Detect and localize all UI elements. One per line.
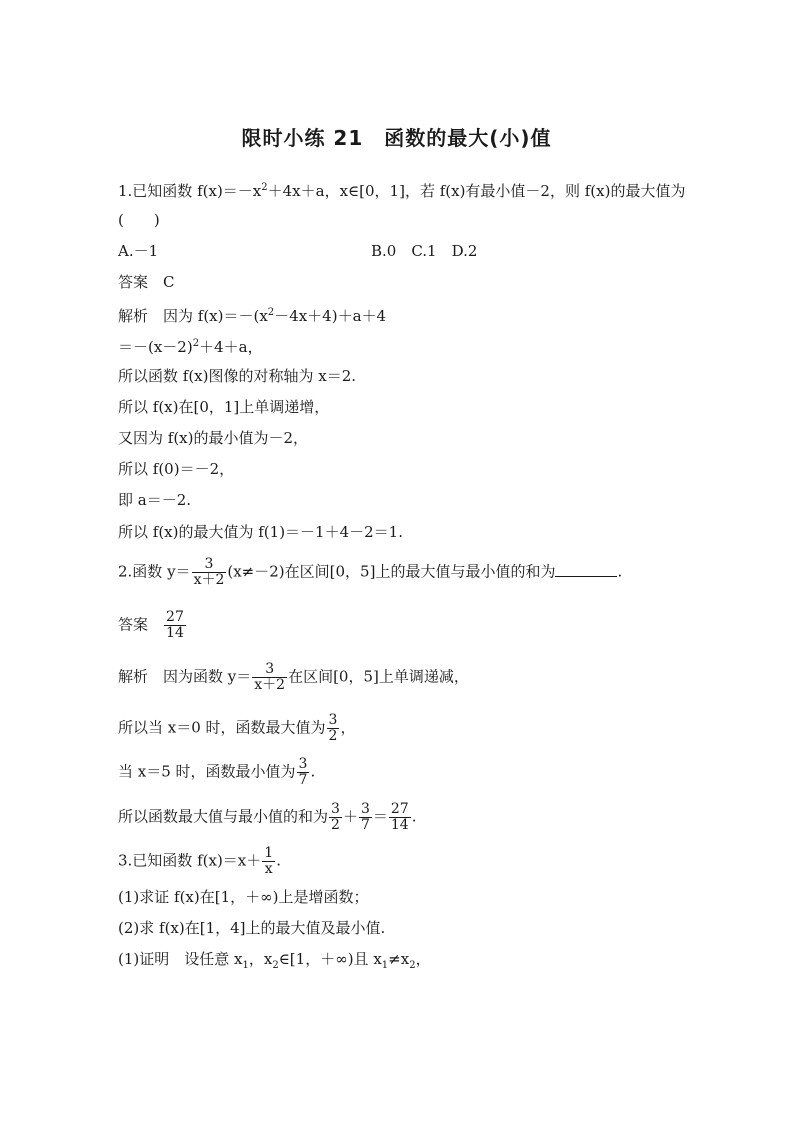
q1-options-bcd: B.0 C.1 D.2 bbox=[371, 242, 478, 260]
q1-answer-paren: ( ) bbox=[118, 211, 160, 229]
q2-fraction: $\frac{3}{x+2}$ bbox=[193, 556, 225, 588]
q3-part-1: (1)求证 f(x)在[1，＋∞)上是增函数； bbox=[118, 888, 369, 906]
q3-stem: 3.已知函数 f(x)＝x＋ $\frac{1}{x}$ . bbox=[118, 845, 281, 877]
fraction: $\frac{3}{2}$ bbox=[331, 801, 340, 833]
q1-answer: 答案 C bbox=[118, 273, 175, 291]
q1-solution-line: 所以 f(0)＝－2， bbox=[118, 460, 235, 478]
q1-solution-line: 所以 f(x)的最大值为 f(1)＝－1＋4－2＝1. bbox=[118, 523, 403, 541]
q1-solution-line: $=-(x-2)^2+4+a$， bbox=[118, 338, 263, 356]
q1-solution-line: 解析 因为 $f(x)=-(x^2-4x+4)+a+4$ bbox=[118, 307, 387, 325]
q2-answer-fraction: $\frac{27}{14}$ bbox=[166, 609, 184, 641]
page-title: 限时小练 21 函数的最大(小)值 bbox=[241, 126, 552, 150]
q1-solution-line: 所以函数 f(x)图像的对称轴为 x＝2. bbox=[118, 367, 357, 385]
fraction: $\frac{3}{2}$ bbox=[328, 712, 338, 744]
q2-fraction: $\frac{3}{x+2}$ bbox=[254, 661, 286, 693]
q3-proof-line: (1)证明 设任意 $x_1$，$x_2\in[1$，＋∞)且 $x_1\ne x_2$， bbox=[118, 950, 431, 971]
q2-solution-line: 所以函数最大值与最小值的和为 $\frac{3}{2}$ ＋ $\frac{3}{7}$ ＝ $\frac{27}{14}$ . bbox=[118, 801, 417, 833]
q2-solution-line: 当 x＝5 时，函数最小值为 $\frac{3}{7}$ . bbox=[118, 756, 316, 788]
q2-solution-line: 解析 因为函数 y＝ $\frac{3}{x+2}$ 在区间[0，5]上单调递减， bbox=[118, 661, 469, 693]
q2-answer: 答案 $\frac{27}{14}$ bbox=[118, 609, 184, 641]
fraction: $\frac{3}{7}$ bbox=[360, 801, 370, 833]
q1-solution-line: 所以 f(x)在[0，1]上单调递增， bbox=[118, 398, 330, 416]
q2-stem: 2.函数 y＝ $\frac{3}{x+2}$ (x≠－2)在区间[0，5]上的最大值与最小值的和为 . bbox=[118, 556, 623, 588]
q1-solution-line: 即 a＝－2. bbox=[118, 491, 192, 509]
q1-solution-line: 又因为 f(x)的最小值为－2， bbox=[118, 429, 309, 447]
fraction: $\frac{3}{7}$ bbox=[298, 756, 308, 788]
q3-fraction: $\frac{1}{x}$ bbox=[264, 845, 274, 877]
answer-blank bbox=[555, 562, 617, 577]
q3-part-2: (2)求 f(x)在[1，4]上的最大值及最小值. bbox=[118, 919, 386, 937]
q2-solution-line: 所以当 x＝0 时，函数最大值为 $\frac{3}{2}$ ， bbox=[118, 712, 356, 744]
q1-stem: 1.已知函数 $f(x)=-x^2+4x+a$，x∈[0，1]，若 f(x)有最小值－2，则 f(x)的最大值为 bbox=[118, 182, 686, 200]
fraction: $\frac{27}{14}$ bbox=[390, 801, 409, 833]
q1-option-a: A.－1 bbox=[118, 242, 159, 260]
